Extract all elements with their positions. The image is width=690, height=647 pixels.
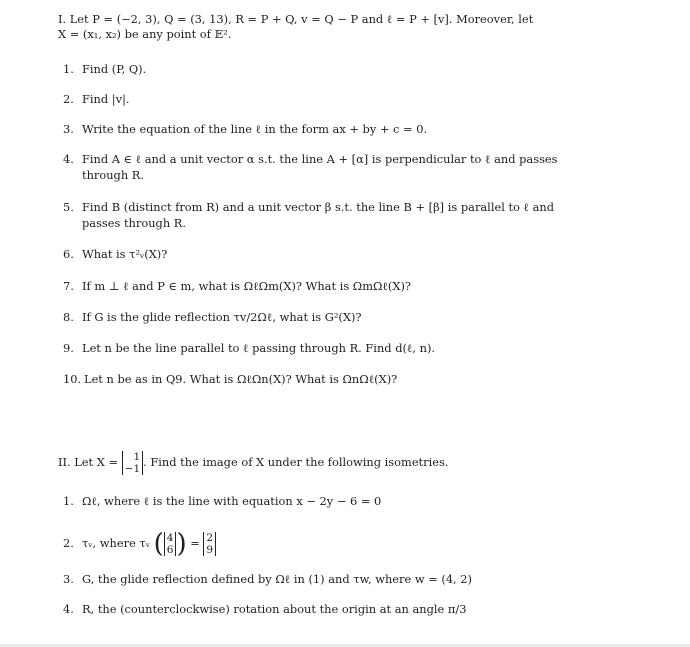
question-number: 10.	[63, 372, 82, 386]
question-number: 4.	[63, 602, 74, 616]
question-item	[63, 341, 435, 355]
question-item	[63, 572, 472, 586]
question-text: τᵥ, where τᵥ	[82, 536, 150, 550]
question-number: 8.	[63, 310, 74, 324]
question-item	[63, 372, 397, 386]
question-text: Let n be as in Q9. What is ΩℓΩn(X)? What is ΩnΩℓ(X)?	[84, 372, 398, 386]
section-one-intro-line-1: I. Let P = (−2, 3), Q = (3, 13), R = P + Q, v = Q − P and ℓ = P + [v]. Moreover, let	[58, 12, 534, 26]
question-number: 9.	[63, 341, 74, 355]
question-number: 6.	[63, 247, 74, 261]
question-text: Write the equation of the line ℓ in the form ax + by + c = 0.	[82, 122, 428, 136]
section-two-intro	[58, 451, 448, 475]
section-two-suffix: . Find the image of X under the following isometries.	[143, 455, 449, 469]
question-text: If G is the glide reflection τv/2Ωℓ, what is G²(X)?	[82, 310, 362, 324]
question-text: Let n be the line parallel to ℓ passing through R. Find d(ℓ, n).	[82, 341, 436, 355]
x-column-vector	[122, 451, 143, 475]
section-one-intro-line-2: X = (x₁, x₂) be any point of 𝔼².	[58, 27, 232, 41]
question-text: R, the (counterclockwise) rotation about the origin at an angle π/3	[82, 602, 467, 616]
open-paren: (	[153, 529, 164, 559]
question-item	[63, 310, 362, 324]
question-item	[63, 200, 554, 214]
question-number: 1.	[63, 62, 74, 76]
result-column-vector	[203, 532, 216, 556]
question-item	[63, 247, 167, 261]
vector-entry: 4	[166, 532, 174, 544]
question-number: 3.	[63, 122, 74, 136]
close-paren: )	[176, 529, 187, 559]
vector-entry: −1	[124, 463, 141, 475]
question-number: 2.	[63, 536, 74, 550]
question-number: 5.	[63, 200, 74, 214]
question-text: G, the glide reflection defined by Ωℓ in (1) and τw, where w = (4, 2)	[82, 572, 472, 586]
question-text: Find |v|.	[82, 92, 130, 106]
question-item	[63, 62, 146, 76]
question-text: Find A ∈ ℓ and a unit vector α s.t. the line A + [α] is perpendicular to ℓ and passes	[82, 152, 558, 166]
question-text: What is τ²ᵥ(X)?	[82, 247, 168, 261]
equals-sign: =	[190, 536, 200, 550]
question-item	[63, 92, 130, 106]
question-item	[63, 494, 381, 508]
vector-entry: 6	[166, 544, 174, 556]
question-item	[63, 529, 216, 559]
question-item	[63, 279, 411, 293]
vector-entry: 9	[206, 544, 214, 556]
question-item	[63, 152, 558, 166]
question-number: 3.	[63, 572, 74, 586]
question-item	[63, 122, 427, 136]
question-number: 4.	[63, 152, 74, 166]
question-text-continuation: passes through R.	[82, 216, 186, 230]
question-number: 7.	[63, 279, 74, 293]
question-text: If m ⊥ ℓ and P ∈ m, what is ΩℓΩm(X)? What is ΩmΩℓ(X)?	[82, 279, 412, 293]
vector-entry: 2	[206, 532, 214, 544]
question-item	[63, 602, 466, 616]
argument-column-vector	[164, 532, 177, 556]
question-text: Find (P, Q).	[82, 62, 147, 76]
question-text: Ωℓ, where ℓ is the line with equation x − 2y − 6 = 0	[82, 494, 382, 508]
section-two-prefix: II. Let X =	[58, 455, 119, 469]
question-text: Find B (distinct from R) and a unit vector β s.t. the line B + [β] is parallel to ℓ and	[82, 200, 555, 214]
vector-entry: 1	[133, 451, 141, 463]
question-number: 2.	[63, 92, 74, 106]
question-number: 1.	[63, 494, 74, 508]
question-text-continuation: through R.	[82, 168, 144, 182]
